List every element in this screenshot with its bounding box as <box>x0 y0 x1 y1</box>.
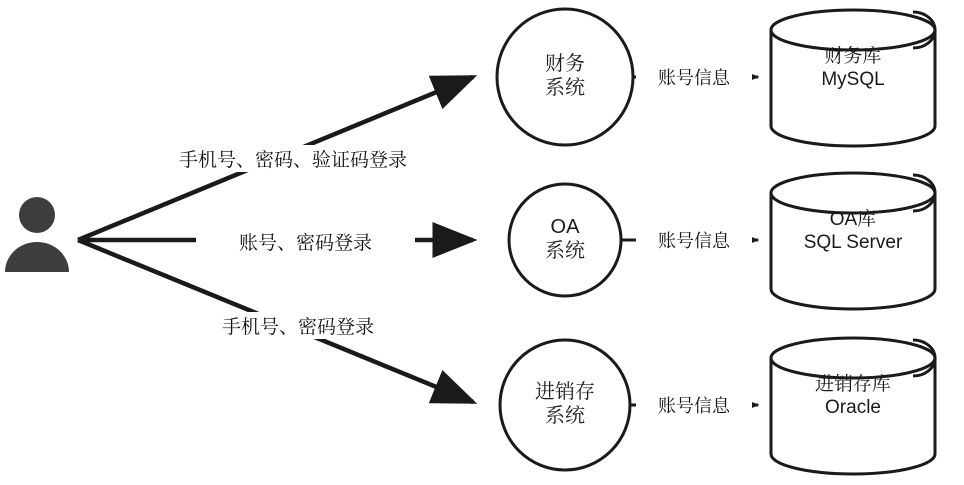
oa-system-label: OA 系统 <box>545 216 585 263</box>
finance-system-label: 财务 系统 <box>545 53 585 100</box>
inventory-db-node <box>771 338 935 474</box>
oa-db-node <box>771 173 935 309</box>
inventory-login-label: 手机号、密码登录 <box>186 312 410 339</box>
oa-db-label: OA库 SQL Server <box>803 209 903 254</box>
inventory-system-node <box>500 340 630 470</box>
inventory-db-label: 进销存库 Oracle <box>814 374 891 419</box>
inventory-data-label: 账号信息 <box>636 392 752 418</box>
finance-db-node <box>771 10 935 146</box>
oa-system-node <box>509 184 621 296</box>
finance-login-label: 手机号、密码、验证码登录 <box>141 145 445 172</box>
finance-system-node <box>497 9 633 145</box>
user-actor-icon <box>5 197 69 272</box>
oa-data-label: 账号信息 <box>636 227 752 253</box>
inventory-system-label: 进销存 系统 <box>535 381 595 428</box>
finance-db-label: 财务库 MySQL <box>821 46 885 91</box>
finance-data-label: 账号信息 <box>636 64 752 90</box>
oa-login-label: 账号、密码登录 <box>196 228 415 255</box>
